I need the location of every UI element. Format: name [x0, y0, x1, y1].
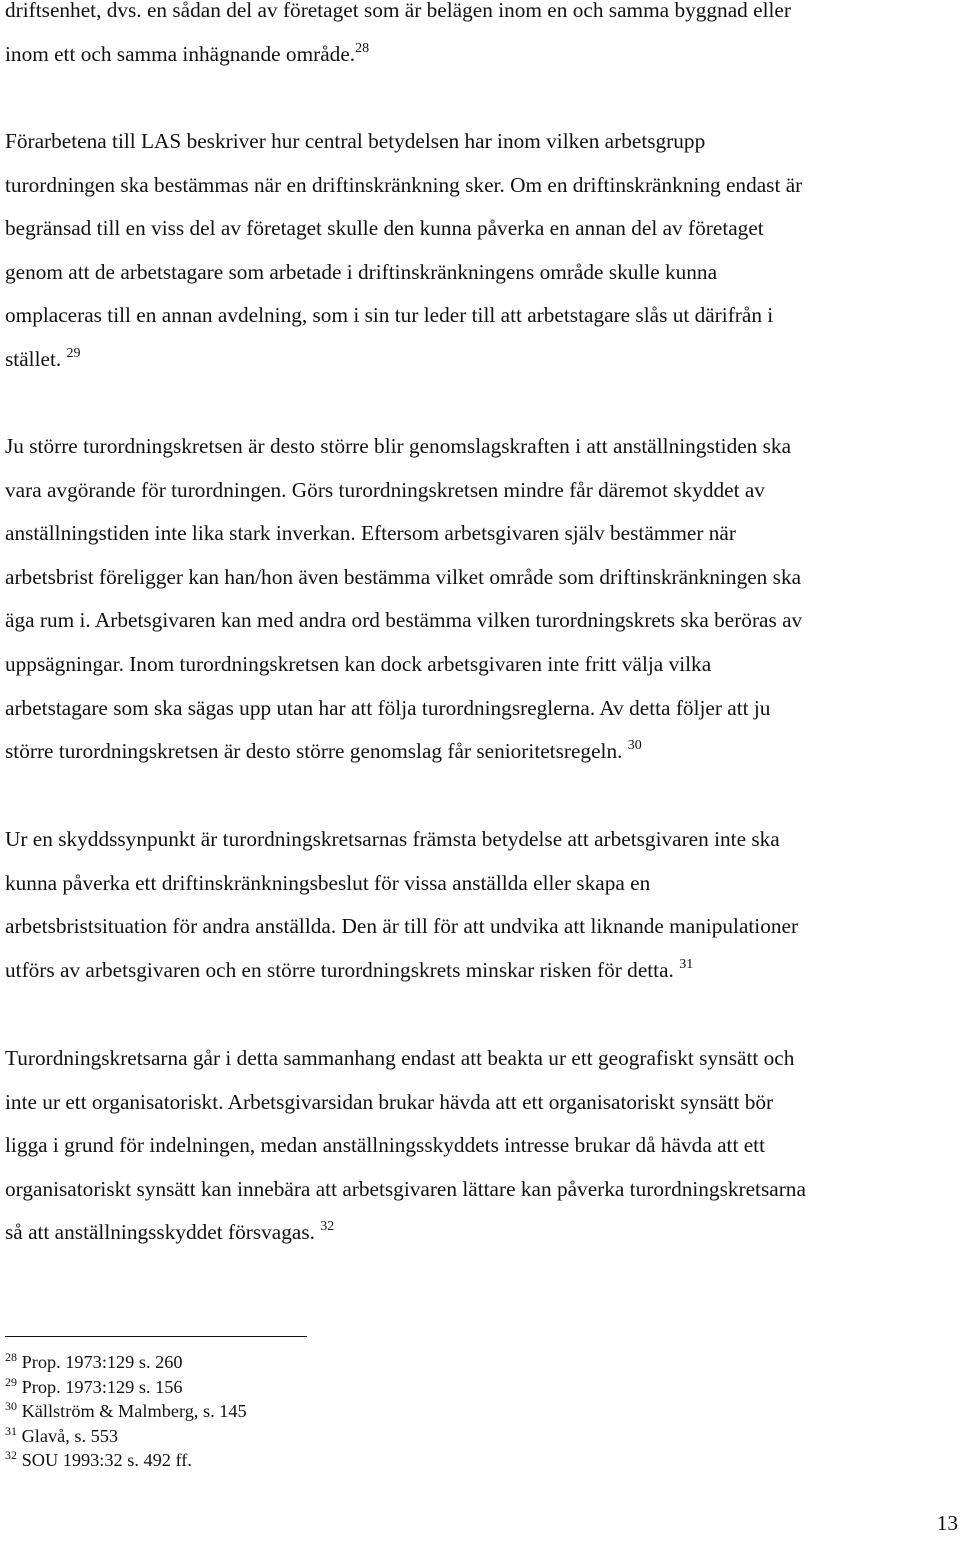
- text-line: [5, 33, 960, 77]
- footnote-ref-28: 28: [355, 40, 370, 56]
- text-line: [5, 120, 960, 164]
- footnote-31: [5, 1424, 505, 1449]
- text-line: [5, 469, 960, 513]
- footnote-separator: [5, 1336, 307, 1337]
- footnote-number: 32: [5, 1448, 17, 1462]
- text-line: [5, 338, 960, 382]
- line-text: Ur en skyddssynpunkt är turordningskretsarnas främsta betydelse att arbetsgivaren inte ska: [5, 827, 780, 851]
- text-line: [5, 512, 960, 556]
- text-line: [5, 687, 960, 731]
- line-text: uppsägningar. Inom turordningskretsen kan dock arbetsgivaren inte fritt välja vilka: [5, 651, 712, 676]
- text-line: [5, 1168, 960, 1212]
- paragraph-3: [5, 425, 960, 774]
- line-text: turordningen ska bestämmas när en driftinskränkning sker. Om en driftinskränkning endast är: [5, 172, 803, 197]
- line-text: organisatoriskt synsätt kan innebära att arbetsgivaren lättare kan påverka turordningskretsarna: [5, 1176, 806, 1201]
- text-line: [5, 207, 960, 251]
- line-text: inte ur ett organisatoriskt. Arbetsgivarsidan brukar hävda att ett organisatoriskt synsätt bör: [5, 1089, 774, 1114]
- line-text: så att anställningsskyddet försvagas.: [5, 1220, 321, 1245]
- line-text: driftsenhet, dvs. en sådan del av företaget som är belägen inom en och samma byggnad eller: [5, 0, 791, 22]
- text-line: [5, 1211, 960, 1255]
- line-text: stället.: [5, 346, 67, 371]
- paragraph-4: [5, 818, 960, 992]
- line-text: ligga i grund för indelningen, medan anställningsskyddets intresse brukar då hävda att ett: [5, 1133, 765, 1158]
- line-text: inom ett och samma inhägnande område.: [5, 41, 356, 66]
- line-text: begränsad till en viss del av företaget skulle den kunna påverka en annan del av företaget: [5, 216, 764, 241]
- line-text: större turordningskretsen är desto större genomslag får senioritetsregeln.: [5, 739, 628, 764]
- line-text: genom att de arbetstagare som arbetade i driftinskränkningens område skulle kunna: [5, 259, 718, 284]
- paragraph-5: [5, 1037, 960, 1255]
- line-text: Turordningskretsarna går i detta sammanhang endast att beakta ur ett geografiskt synsätt och: [5, 1046, 795, 1070]
- text-line: [5, 949, 960, 993]
- footnote-number: 28: [5, 1350, 17, 1364]
- footnote-number: 29: [5, 1374, 17, 1389]
- paragraph-1: [5, 0, 960, 76]
- text-line: [5, 1124, 960, 1168]
- footnotes: [5, 1350, 505, 1473]
- line-text: arbetsbristsituation för andra anställda. Den är till för att undvika att liknande manipulationer: [5, 914, 799, 939]
- text-line: [5, 599, 960, 643]
- footnote-text: SOU 1993:32 s. 492 ff.: [21, 1450, 192, 1470]
- text-line: [5, 1081, 960, 1125]
- line-text: Ju större turordningskretsen är desto större blir genomslagskraften i att anställningstiden ska: [5, 434, 792, 458]
- footnote-text: Källström & Malmberg, s. 145: [21, 1401, 247, 1421]
- footnote-32: [5, 1448, 505, 1473]
- line-text: vara avgörande för turordningen. Görs turordningskretsen mindre får däremot skyddet av: [5, 477, 765, 502]
- footnote-30: [5, 1399, 505, 1424]
- text-line: [5, 251, 960, 295]
- line-text: omplaceras till en annan avdelning, som i sin tur leder till att arbetstagare slås ut därifrån i: [5, 303, 774, 328]
- text-line: [5, 556, 960, 600]
- text-line: [5, 862, 960, 906]
- footnote-28: [5, 1350, 505, 1375]
- line-text: äga rum i. Arbetsgivaren kan med andra ord bestämma vilken turordningskrets ska beröras av: [5, 608, 803, 633]
- page-number: 13: [936, 1511, 958, 1535]
- paragraph-2: [5, 120, 960, 382]
- line-text: arbetsbrist föreligger kan han/hon även bestämma vilket område som driftinskränkningen ska: [5, 564, 802, 589]
- footnote-ref-32: 32: [320, 1219, 335, 1235]
- line-text: Förarbetena till LAS beskriver hur central betydelsen har inom vilken arbetsgrupp: [5, 129, 706, 153]
- line-text: arbetstagare som ska sägas upp utan har att följa turordningsreglerna. Av detta följer att ju: [5, 695, 771, 720]
- text-line: [5, 905, 960, 949]
- text-line: [5, 1037, 960, 1081]
- footnote-ref-29: 29: [66, 345, 81, 361]
- footnote-29: [5, 1375, 505, 1400]
- text-line: [5, 294, 960, 338]
- footnote-text: Prop. 1973:129 s. 156: [21, 1376, 183, 1397]
- footnote-number: 30: [5, 1399, 17, 1413]
- footnote-ref-30: 30: [627, 738, 642, 754]
- text-line: [5, 0, 960, 33]
- line-text: utförs av arbetsgivaren och en större turordningskrets minskar risken för detta.: [5, 957, 680, 982]
- footnote-text: Prop. 1973:129 s. 260: [21, 1352, 183, 1372]
- text-line: [5, 818, 960, 862]
- footnote-number: 31: [5, 1423, 17, 1438]
- text-line: [5, 164, 960, 208]
- footnote-ref-31: 31: [679, 956, 694, 972]
- text-line: [5, 643, 960, 687]
- footnote-text: Glavå, s. 553: [21, 1425, 119, 1446]
- line-text: anställningstiden inte lika stark inverkan. Eftersom arbetsgivaren själv bestämmer när: [5, 521, 736, 546]
- line-text: kunna påverka ett driftinskränkningsbeslut för vissa anställda eller skapa en: [5, 870, 651, 895]
- text-line: [5, 730, 960, 774]
- text-line: [5, 425, 960, 469]
